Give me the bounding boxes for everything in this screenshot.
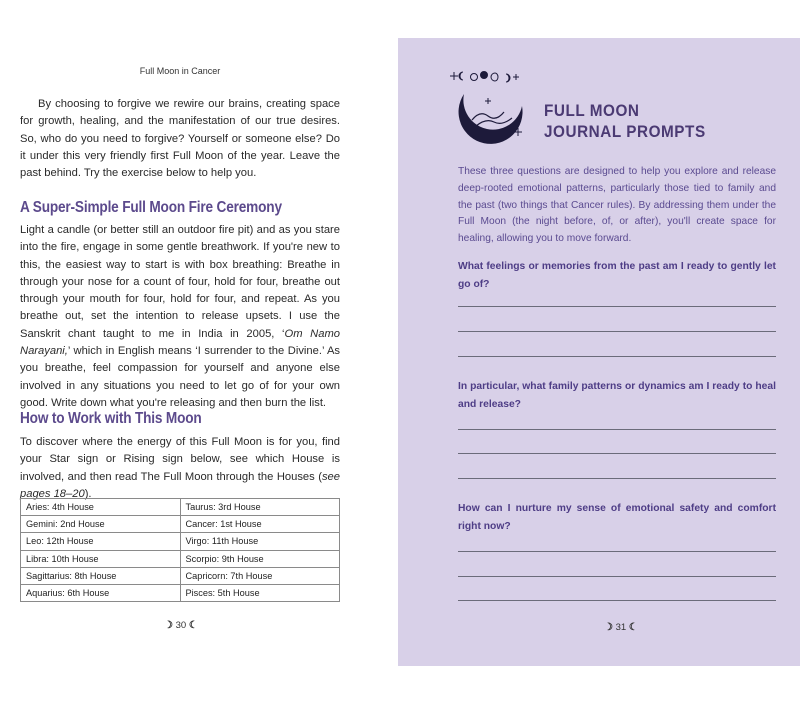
work-text: To discover where the energy of this Full Moon is for you, find your Star sign or Rising sign below, see which House is involved, and then read The Full Moon through the Houses ( (20, 436, 340, 483)
journal-intro: These three questions are designed to help you explore and release deep-rooted emotional patterns, particularly those tied to family and the past (two things that Cancer rules). By addressing them under the Full Moon (the night before, of, or after), you'll create space for healing, allowing you to move forward. (458, 166, 776, 245)
moon-icon: ☽ (164, 620, 173, 631)
table-cell: Aquarius: 6th House (21, 584, 181, 601)
moon-icon: ☾ (188, 620, 198, 631)
table-cell: Virgo: 11th House (180, 533, 340, 550)
writing-line (458, 429, 776, 430)
writing-line (458, 453, 776, 454)
page-number: 30 (175, 620, 187, 631)
table-cell: Cancer: 1st House (180, 516, 340, 533)
fire-text-2: ’ which in English means ‘I surrender to the Divine.’ As you breathe, feel compassion for yourself and anyone else involved in any situations you need to let go of for your own good. Write down what you're releasing and then burn the list. (20, 345, 340, 409)
table-row (21, 499, 340, 516)
page-reference: see pages 18–20 (20, 470, 340, 500)
writing-line (458, 306, 776, 307)
moon-icon: ☽ (604, 622, 613, 633)
left-page (0, 0, 398, 706)
journal-title (544, 100, 706, 142)
table-row (21, 584, 340, 601)
fire-text-1: Light a candle (or better still an outdoor fire pit) and as you stare into the fire, engage in some gentle breathwork. If you're new to this, the easiest way to start is with box breathing: Breathe in through your nose for a count of four, hold for four, breathe out through your mouth for four, hold for four, and repeat. As you breathe out, set the intention to release upsets. I use the Sanskrit chant taught to me in India in 2005, ‘ (20, 224, 340, 340)
work-with-moon-paragraph (20, 434, 340, 503)
writing-line (458, 551, 776, 552)
table-row (21, 567, 340, 584)
table-cell: Leo: 12th House (21, 533, 181, 550)
right-page (398, 38, 800, 666)
intro-paragraph: By choosing to forgive we rewire our brains, creating space for growth, healing, and the manifestation of our true desires. So, who do you need to forgive? Yourself or someone else? Do it under this very friendly first Full Moon of the year. Leave the past behind. Try the exercise below to help you. (20, 98, 340, 180)
writing-line (458, 356, 776, 357)
fire-ceremony-heading: A Super-Simple Full Moon Fire Ceremony (20, 199, 282, 216)
page-number-left (164, 620, 198, 631)
writing-line (458, 478, 776, 479)
fire-ceremony-paragraph (20, 222, 340, 412)
writing-line (458, 576, 776, 577)
work-close: ). (84, 487, 92, 500)
table-cell: Aries: 4th House (21, 499, 181, 516)
prompt-2: In particular, what family patterns or dynamics am I ready to heal and release? (458, 381, 776, 410)
table-cell: Libra: 10th House (21, 550, 181, 567)
writing-line (458, 600, 776, 601)
table-row (21, 533, 340, 550)
table-row (21, 550, 340, 567)
writing-line (458, 331, 776, 332)
moon-icon: ☾ (628, 622, 638, 633)
table-cell: Capricorn: 7th House (180, 567, 340, 584)
table-cell: Scorpio: 9th House (180, 550, 340, 567)
prompt-1: What feelings or memories from the past am I ready to gently let go of? (458, 261, 776, 290)
table-cell: Taurus: 3rd House (180, 499, 340, 516)
table-cell: Sagittarius: 8th House (21, 567, 181, 584)
table-cell: Gemini: 2nd House (21, 516, 181, 533)
table-cell: Pisces: 5th House (180, 584, 340, 601)
houses-table (20, 498, 340, 602)
work-with-moon-heading: How to Work with This Moon (20, 410, 202, 427)
title-line-1: FULL MOON (544, 101, 640, 120)
page-number-right (604, 622, 638, 633)
page-number: 31 (615, 622, 627, 633)
prompt-3: How can I nurture my sense of emotional safety and comfort right now? (458, 503, 776, 532)
crescent-moon-logo-icon (446, 66, 534, 146)
table-row (21, 516, 340, 533)
running-head: Full Moon in Cancer (139, 66, 221, 76)
sanskrit-chant: Om Namo Narayani, (20, 327, 340, 358)
title-line-2: JOURNAL PROMPTS (544, 122, 706, 141)
